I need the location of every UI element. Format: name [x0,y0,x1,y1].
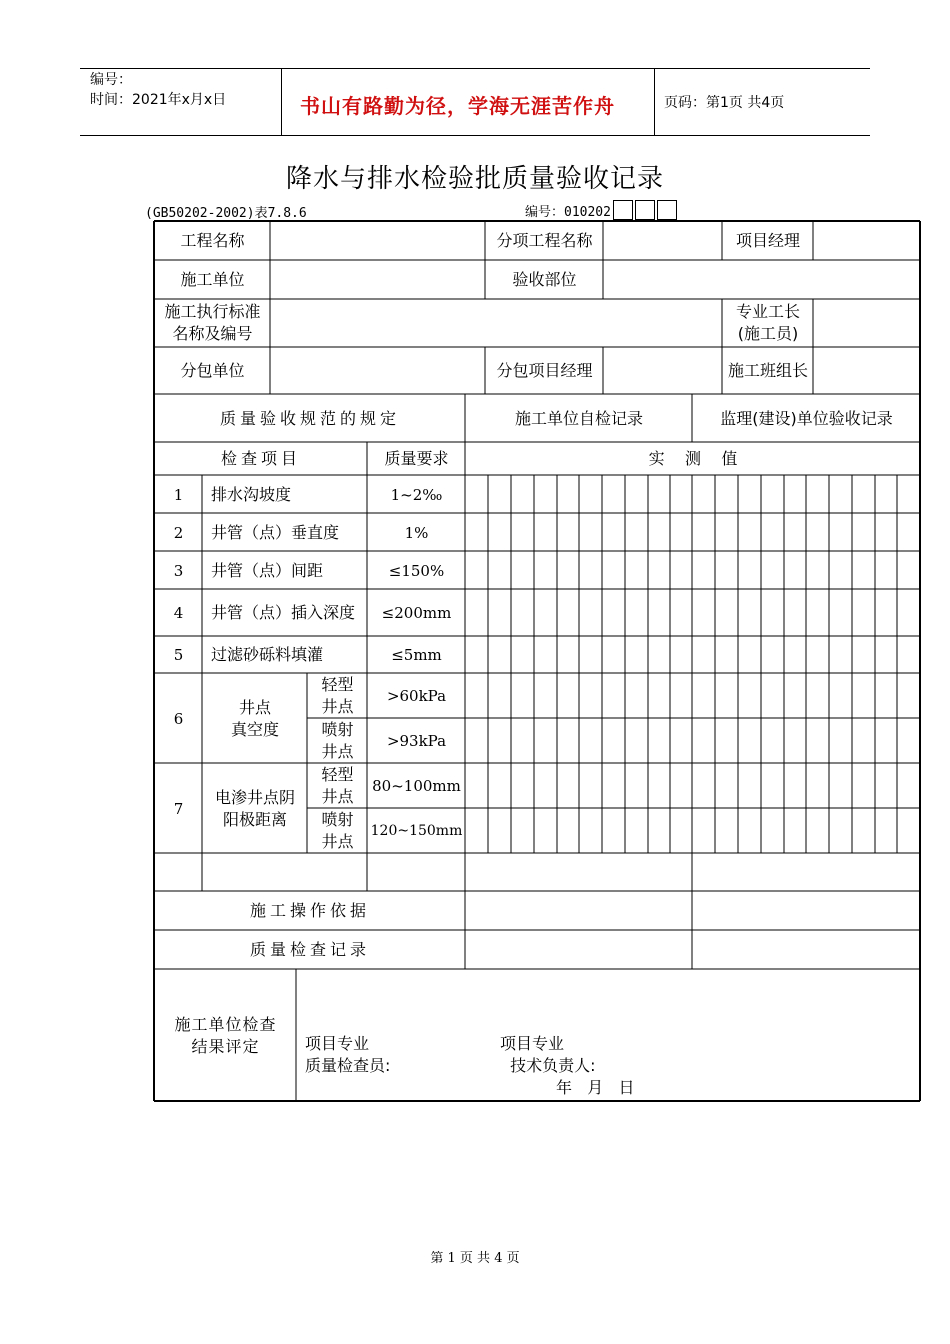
subproject-name-field[interactable] [604,222,722,260]
project-manager-field[interactable] [814,222,920,260]
item-6-no: 6 [173,709,184,728]
time-label: 时间：2021年x月x日 [90,92,227,108]
doc-number-label: 编号： [90,72,132,88]
standard-ref: (GB50202-2002)表7.8.6 [145,206,307,221]
item-6-name: 井点 真空度 [230,697,279,739]
evaluation-date: 年 月 日 [556,1078,635,1097]
team-leader-field[interactable] [814,347,920,394]
item-5-name: 过滤砂砾料填灌 [211,645,324,664]
standard-name-label: 施工执行标准 名称及编号 [164,302,261,343]
item-2-req: 1% [404,523,429,542]
contractor-label: 施工单位 [180,270,245,289]
inspection-record-field[interactable] [466,931,920,969]
self-check-header: 施工单位自检记录 [514,408,643,428]
page-title: 降水与排水检验批质量验收记录 [285,164,664,194]
item-6-sub-1-name: 轻型 井点 [321,675,354,716]
item-7-sub-2-req: 120~150mm [370,823,463,839]
item-2-no: 2 [173,523,184,542]
page-info: 页码：第1页 共4页 [664,95,785,111]
item-7-sub-2-name: 喷射 井点 [321,810,354,851]
requirement-header: 质量要求 [384,449,449,468]
item-7-sub-1-req: 80~100mm [372,777,461,795]
subproject-name-label: 分项工程名称 [496,231,593,250]
item-7-name: 电渗井点阴 阳极距离 [214,787,295,829]
check-item-header: 检查项目 [220,449,301,468]
item-4-no: 4 [173,604,184,622]
basis-field[interactable] [466,892,920,930]
item-3-name: 井管（点）间距 [211,560,324,580]
foreman-field[interactable] [814,300,920,346]
tech-lead-label: 项目专业 技术负责人: [500,1034,596,1075]
item-6-sub-2-req: >93kPa [386,732,447,750]
team-leader-label: 施工班组长 [727,360,808,380]
item-1-name: 排水沟坡度 [211,484,292,504]
item-5-no: 5 [173,646,184,664]
spec-section-header: 质量验收规范的规定 [219,408,400,428]
basis-label: 施工操作依据 [249,901,370,920]
item-3-req: ≤150% [388,561,445,580]
page-footer: 第 1 页 共 4 页 [430,1251,520,1266]
item-5-req: ≤5mm [391,646,442,664]
item-3-no: 3 [173,561,184,580]
motto: 书山有路勤为径，学海无涯苦作舟 [300,94,615,118]
supervision-header: 监理(建设)单位验收记录 [720,408,893,428]
acceptance-part-field[interactable] [604,261,920,299]
item-6-sub-2-name: 喷射 井点 [321,720,354,761]
contractor-field[interactable] [271,261,485,299]
inspection-record-label: 质量检查记录 [249,940,370,959]
item-7-no: 7 [173,799,184,818]
inspector-label: 项目专业 质量检查员: [305,1034,391,1075]
subcontractor-field[interactable] [271,347,485,394]
standard-name-field[interactable] [271,300,722,346]
sub-pm-field[interactable] [604,347,722,394]
project-name-field[interactable] [271,222,485,260]
item-1-req: 1~2‰ [390,485,443,504]
measured-values-header: 实 测 值 [648,449,738,468]
item-2-name: 井管（点）垂直度 [211,522,340,542]
project-name-label: 工程名称 [180,231,245,250]
item-6-sub-1-req: >60kPa [386,687,447,705]
item-7-sub-1-name: 轻型 井点 [321,765,354,806]
acceptance-part-label: 验收部位 [512,270,577,289]
evaluation-label: 施工单位检查 结果评定 [174,1014,277,1056]
form-number-label: 编号：010202 [525,205,611,220]
sub-pm-label: 分包项目经理 [496,360,593,380]
project-manager-label: 项目经理 [735,231,800,250]
item-4-req: ≤200mm [381,604,452,622]
subcontractor-label: 分包单位 [180,360,245,380]
item-4-name: 井管（点）插入深度 [211,603,356,622]
item-1-no: 1 [173,485,184,504]
foreman-label: 专业工长 (施工员) [735,302,800,343]
